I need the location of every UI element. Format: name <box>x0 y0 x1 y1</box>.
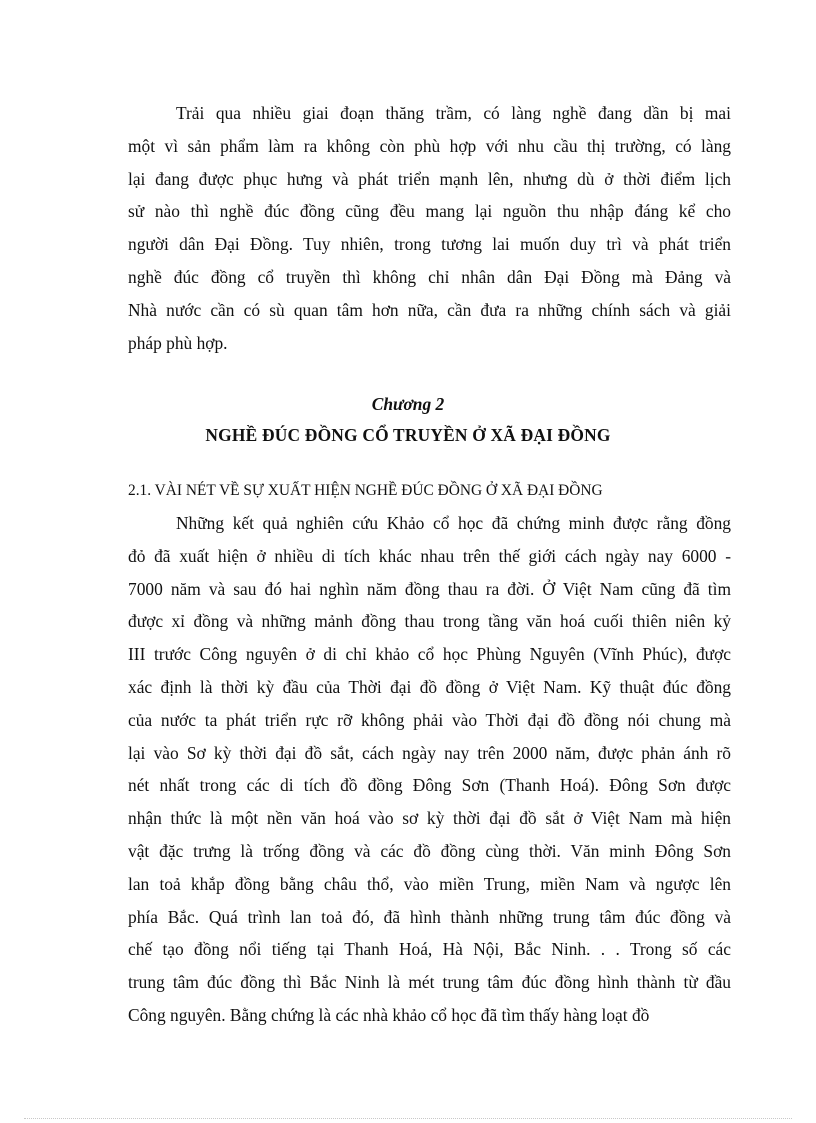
text-line: được xỉ đồng và những mảnh đồng thau trong tầng văn hoá cuối thiên niên kỷ <box>128 611 731 632</box>
text-line: của nước ta phát triển rực rỡ không phải vào Thời đại đồ đồng nói chung mà <box>128 709 731 730</box>
text-line: Trải qua nhiều giai đoạn thăng trầm, có làng nghề đang dần bị mai <box>176 103 731 123</box>
text-line: đỏ đã xuất hiện ở nhiều di tích khác nhau trên thế giới cách ngày nay 6000 - <box>128 545 731 566</box>
text-line: III trước Công nguyên ở di chỉ khảo cổ học Phùng Nguyên (Vĩnh Phúc), được <box>128 644 731 665</box>
text-line: Những kết quả nghiên cứu Khảo cổ học đã chứng minh được rằng đồng <box>176 513 731 533</box>
text-line: Nhà nước cần có sù quan tâm hơn nữa, cần đưa ra những chính sách và giải <box>128 299 731 320</box>
page-bottom-divider <box>24 1118 792 1119</box>
text-line: vật đặc trưng là trống đồng và các đồ đồng cùng thời. Văn minh Đông Sơn <box>128 840 731 861</box>
text-line: một vì sản phẩm làm ra không còn phù hợp với nhu cầu thị trường, có làng <box>128 135 731 156</box>
text-line: xác định là thời kỳ đầu của Thời đại đồ đồng ở Việt Nam. Kỹ thuật đúc đồng <box>128 676 731 697</box>
text-line: pháp phù hợp. <box>128 332 228 353</box>
text-line: nét nhất trong các di tích đồ đồng Đông Sơn (Thanh Hoá). Đông Sơn được <box>128 775 731 796</box>
text-line: trung tâm đúc đồng thì Bắc Ninh là mét trung tâm đúc đồng hình thành từ đầu <box>128 972 731 993</box>
text-line: sử nào thì nghề đúc đồng cũng đều mang lại nguồn thu nhập đáng kể cho <box>128 201 731 222</box>
text-line: lại vào Sơ kỳ thời đại đồ sắt, cách ngày nay trên 2000 năm, được phản ánh rõ <box>128 742 731 763</box>
text-line: 7000 năm và sau đó hai nghìn năm đồng thau ra đời. Ở Việt Nam cũng đã tìm <box>128 578 731 599</box>
paragraph-section-body <box>128 507 731 1032</box>
text-line: nghề đúc đồng cổ truyền thì không chỉ nhân dân Đại Đồng mà Đảng và <box>128 266 731 287</box>
text-line: phía Bắc. Quá trình lan toả đó, đã hình thành những trung tâm đúc đồng và <box>128 906 731 927</box>
chapter-title: NGHỀ ĐÚC ĐỒNG CỔ TRUYỀN Ở XÃ ĐẠI ĐỒNG <box>205 425 611 445</box>
text-line: chế tạo đồng nổi tiếng tại Thanh Hoá, Hà Nội, Bắc Ninh. . . Trong số các <box>128 939 731 960</box>
paragraph-intro <box>128 97 731 359</box>
text-line: người dân Đại Đồng. Tuy nhiên, trong tương lai muốn duy trì và phát triển <box>128 234 731 255</box>
text-line: lại đang được phục hưng và phát triển mạnh lên, nhưng dù ở thời điểm lịch <box>128 168 731 189</box>
chapter-label: Chương 2 <box>371 394 445 414</box>
text-line: Công nguyên. Bằng chứng là các nhà khảo cổ học đã tìm thấy hàng loạt đồ <box>128 1004 650 1025</box>
text-line: lan toả khắp đồng bằng châu thổ, vào miền Trung, miền Nam và ngược lên <box>128 873 731 894</box>
section-heading: 2.1. VÀI NÉT VỀ SỰ XUẤT HIỆN NGHỀ ĐÚC ĐỒNG Ở XÃ ĐẠI ĐỒNG <box>128 482 603 499</box>
text-line: nhận thức là một nền văn hoá vào sơ kỳ thời đại đồ sắt ở Việt Nam mà hiện <box>128 808 731 829</box>
